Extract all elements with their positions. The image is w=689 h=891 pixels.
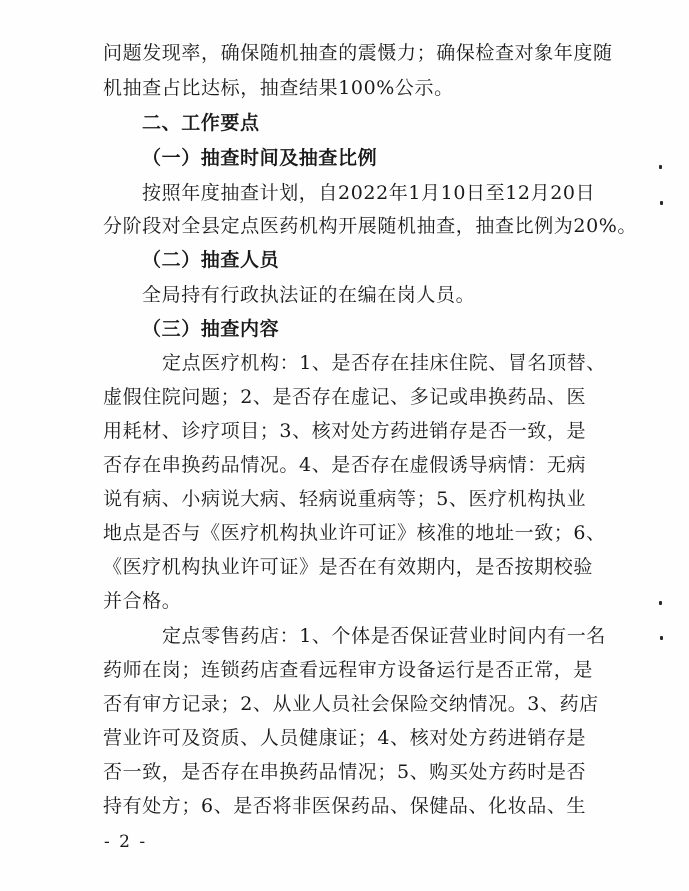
body-text-line: 地点是否与《医疗机构执业许可证》核准的地址一致；6、: [103, 522, 606, 544]
scan-speck: [660, 636, 663, 640]
scan-speck: [660, 201, 663, 205]
scan-speck: [659, 601, 662, 605]
page-number: - 2 -: [104, 832, 148, 852]
body-text-line: 全局持有行政执法证的在编在岗人员。: [142, 284, 476, 306]
body-text-line: 虚假住院问题；2、是否存在虚记、多记或串换药品、医: [103, 386, 587, 408]
body-text-line: 问题发现率，确保随机抽查的震慑力；确保检查对象年度随: [103, 42, 613, 64]
body-text-line: 定点医疗机构：1、是否存在挂床住院、冒名顶替、: [162, 352, 606, 374]
subsection-heading: （二）抽查人员: [142, 249, 280, 271]
scan-speck: [659, 165, 662, 169]
body-text-line: 定点零售药店：1、个体是否保证营业时间内有一名: [162, 625, 606, 647]
body-text-line: 药师在岗；连锁药店查看远程审方设备运行是否正常，是: [103, 659, 594, 681]
body-text-line: 用耗材、诊疗项目；3、核对处方药进销存是否一致，是: [103, 420, 587, 442]
body-text-line: 否有审方记录；2、从业人员社会保险交纳情况。3、药店: [103, 693, 599, 715]
section-heading: 二、工作要点: [142, 112, 260, 134]
body-text-line: 营业许可及资质、人员健康证；4、核对处方药进销存是: [103, 727, 587, 749]
subsection-heading: （三）抽查内容: [142, 318, 280, 340]
body-text-line: 并合格。: [103, 590, 182, 612]
subsection-heading: （一）抽查时间及抽查比例: [142, 147, 378, 169]
body-text-line: 说有病、小病说大病、轻病说重病等；5、医疗机构执业: [103, 488, 587, 510]
body-text-line: 否一致，是否存在串换药品情况；5、购买处方药时是否: [103, 761, 587, 783]
body-text-line: 机抽查占比达标，抽查结果100%公示。: [103, 77, 454, 99]
body-text-line: 《医疗机构执业许可证》是否在有效期内，是否按期校验: [103, 556, 594, 578]
body-text-line: 分阶段对全县定点医药机构开展随机抽查，抽查比例为20%。: [103, 215, 638, 237]
body-text-line: 持有处方；6、是否将非医保药品、保健品、化妆品、生: [103, 795, 587, 817]
body-text-line: 否存在串换药品情况。4、是否存在虚假诱导病情：无病: [103, 454, 587, 476]
body-text-line: 按照年度抽查计划，自2022年1月10日至12月20日: [142, 182, 596, 204]
